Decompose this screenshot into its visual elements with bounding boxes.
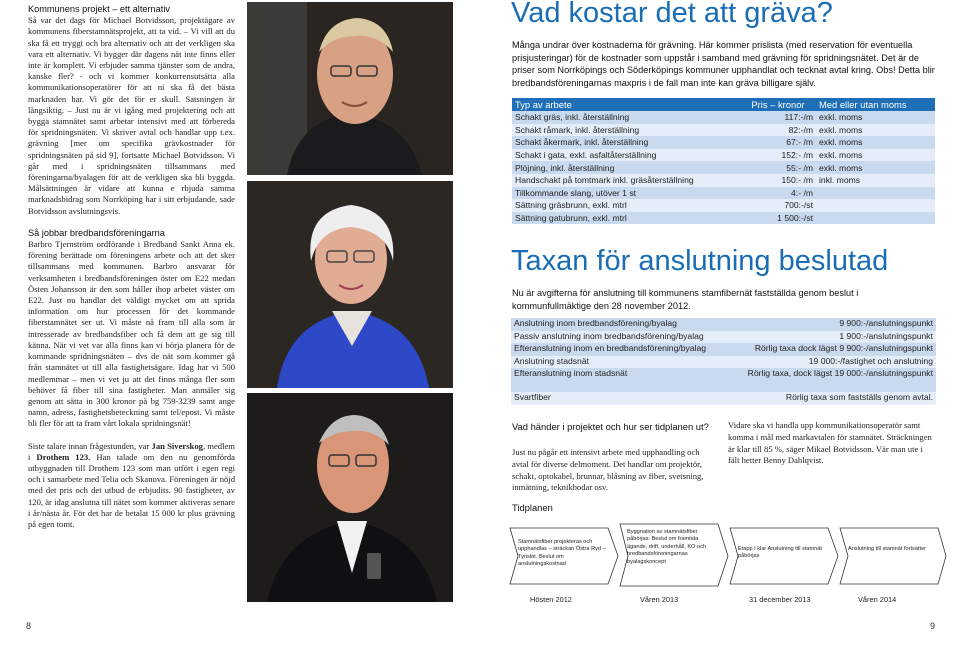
section-title-kommunens-projekt: Kommunens projekt – ett alternativ [28,4,170,14]
table-row [511,318,936,331]
photo-jan-siverskog [247,393,453,602]
price-type: Schakt åkermark, inkl. återställning [512,136,740,149]
timeline-date: Våren 2013 [640,595,679,604]
timeline-step-3: Etapp I klar Anslutning till stamnät påbörjas [738,546,822,560]
fee-value: 9 900:-/anslutningspunkt [732,318,936,331]
price-type: Sättning gräsbrunn, exkl. mtrl [512,199,740,212]
fee-value: Rörlig taxa, dock lägst 19 000:-/anslutningspunkt [732,368,936,392]
heading-taxa-anslutning: Taxan för anslutning beslutad [511,245,889,277]
price-col-header-price: Pris – kronor [740,98,816,111]
page-number-left: 8 [26,621,32,631]
timeline-step-1: Stamnätsfiber projekteras och upphandlas – sträckan Östra Ryd – Tyrislöt. Beslut om anslutningskostnad [518,539,606,568]
timeline-title: Tidplanen [512,502,553,513]
table-row [511,368,936,392]
price-value: 117:-/m [740,111,816,124]
timeline-step-arrow [840,528,946,584]
price-value: 67:- /m [740,136,816,149]
fee-value: 1 900:-/anslutningspunkt [732,331,936,344]
timeline-step-4: Anslutning till stamnät fortsätter [848,546,927,552]
fee-table [511,318,936,405]
price-type: Tillkommande slang, utöver 1 st [512,187,740,200]
price-value: 700:-/st [740,199,816,212]
fee-label: Anslutning inom bredbandsförening/byalag [511,318,732,331]
timeline-question-heading: Vad händer i projektet och hur ser tidplanen ut? [512,421,709,432]
price-col-header-vat: Med eller utan moms [816,98,935,111]
price-vat: exkl. moms [816,149,935,162]
fee-label: Passiv anslutning inom bredbandsförening/byalag [511,331,732,344]
section-body-drothem: Siste talare innan frågestunden, var Jan Siverskog, medlem i Drothem 123. Han talade om den nu genomförda utbyggnaden till Drothem 123 som man utfört i egen regi och i samarbete med Telia och Skanova. Föreningen är nöjd med det pris och det utbud de erbjudits. 90 fastigheter, av 120, är idag anslutna till nätet som kommer aktiveras senare i år/nästa år. För det har de betalat 15 000 kr plus grävning på egen tomt. [28,440,235,529]
price-vat [816,187,935,200]
left-text-column [28,4,235,530]
price-type: Schakt gräs, inkl. återställning [512,111,740,124]
intro-text: Många undrar över kostnaderna för grävning. Här kommer prislista (med reservation för eventuella prisjusteringar) för de kostnader som uppstår i samband med grävning för spridningsnätet. Det är de priser som Norrköpings och Söderköpings kommuner upphandlat och tecknat avtal kring. Obs! Detta blir bredbandsföreningarnas maxpris i de fall man inte kan gräva billigare själv. [512,40,935,89]
price-value: 82:-/m [740,124,816,137]
price-vat: exkl. moms [816,124,935,137]
fee-value: 19 000:-/fastighet och anslutning [732,356,936,369]
price-vat: exkl. moms [816,161,935,174]
price-vat: inkl. moms [816,174,935,187]
timeline-date: 31 december 2013 [749,595,811,604]
price-value: 150:- /m [740,174,816,187]
price-vat: exkl. moms [816,136,935,149]
timeline-question-body: Just nu pågår ett intensivt arbete med upphandling och avtal för diverse delmoment. Det handlar om projektör, schakt, optokabel, brunnar, blåsning av fiber, svetsning, inmätning, teknikbodar osv. [512,447,704,493]
heading-grava-kostnad: Vad kostar det att gräva? [511,0,833,29]
table-row [512,149,935,162]
table-row [512,161,935,174]
table-row [512,136,935,149]
price-col-header-type: Typ av arbete [512,98,740,111]
speaker-name-siverskog: Jan Siverskog [151,440,203,451]
timeline-date: Hösten 2012 [530,595,572,604]
price-value: 4:- /m [740,187,816,200]
table-row [512,212,935,225]
fee-value: Rörlig taxa som fastställs genom avtal. [732,392,936,405]
table-row [512,124,935,137]
fee-value: Rörlig taxa dock lägst 9 900:-/anslutningspunkt [732,343,936,356]
page-number-right: 9 [930,621,936,631]
price-vat [816,199,935,212]
table-row [512,111,935,124]
table-row [511,331,936,344]
fee-label: Efteranslutning inom en bredbandsförening/byalag [511,343,732,356]
price-vat [816,212,935,225]
price-vat: exkl. moms [816,111,935,124]
price-type: Schakt i gata, exkl. asfaltåterställning [512,149,740,162]
association-name-drothem: Drothem 123. [36,451,91,462]
price-table-header [512,98,935,111]
table-row [512,199,935,212]
fee-label: Anslutning stadsnät [511,356,732,369]
photo-barbro-tjernstrom [247,181,453,388]
fee-label: Efteranslutning inom stadsnät [511,368,732,392]
table-row [512,174,935,187]
price-type: Sättning gatubrunn, exkl. mtrl [512,212,740,225]
section-title-bredbandsforeningarna: Så jobbar bredbandsföreningarna [28,227,165,238]
price-type: Plöjning, inkl. återställning [512,161,740,174]
side-text: Vidare ska vi handla upp kommunikationsoperatör samt komma i mål med markavtalen för stamnätet. Sträckningen är klar till 85 %, säger Mikael Botvidsson. Vär man ute i fält hetter Benny Dahlqvist. [728,420,932,466]
price-type: Handschakt på tomtmark inkl. gräsåterställning [512,174,740,187]
price-value: 1 500:-/st [740,212,816,225]
section-body-kommunens-projekt: Så var det dags för Michael Botvidsson, projektägare av kommunens fiberstamnätsprojekt, att ta vid. – Vi vill att du ska få ett tryggt och bra alternativ och att det verkligen ska vara ett alternativ. Vi bygger där dagens nät inte finns eller inte är komplett. Vi erbjuder samma tjänster som de andra, kanske fler? - och vi kommer konkurrensutsätta alla kommunikationsoperatörer för att ni ska få det bästa marknaden har. Vi gör det för er skull. Satsningen är långsiktig. – Just nu är vi igång med projektering och att bygga stamnätet samt arbetar intensivt med att förbereda för spridningsnäten. Vi skriver avtal och handlar upp t.ex. grävning [mer om specifika grävkostnader för spridningsnäten på sid 9], fortsatte Michael Botvidsson. Vi går med i spridningsnäten tillsammans med föreningarna/byalagen för att de verkligen ska bli byggda. Målsättningen är vidare att kunna e rbjuda samma marknadsbidrag som Norrköping har i sitt erbjudande, sade Botvidsson avslutningsvis. [28,15,235,216]
price-type: Schakt råmark, inkl. återställning [512,124,740,137]
table-row [512,187,935,200]
section-body-bredbandsforeningarna: Barbro Tjernström ordförande i Bredband Sankt Anna ek. förening berättade om föreningens arbete och att det sker tillsammans med kommunen. Barbro ansvarar för verksamheten i bredbandsföreningen öster om E22 medan Östen Johansson är den som håller ihop arbetet väster om E22. Just nu handlar det väldigt mycket om att sprida information om hur processen för det kommande fiberstamnätet ser ut. Vi måste nå fram till alla som är intresserade av bredbandsfiber och få dem att ge sig till känna. När vi vet var alla finns kan vi börja planera för de kommande spridningsnäten – dvs de nät som kommer gå från stamnätet ut till alla fastighetsägare. Idag har vi 500 medlemmar – men vi vet ju att det finns många fler som behöver få fiber till sina fastigheter. Man anmäler sig genom att sätta in 300 kronor på bg 759-3239 samt ange namn, adress, fastighetsbeteckning samt tel/epost. Vi måste bli fler för att ta fram vårt lokala spridningsnät! [28,239,235,429]
table-row [511,343,936,356]
fee-label: Svartfiber [511,392,732,405]
decision-text: Nu är avgifterna för anslutning till kommunens stamfibernät fastställda genom beslut i kommunfullmäktige den 28 november 2012. [512,288,859,311]
timeline-date: Våren 2014 [858,595,897,604]
table-row [511,392,936,405]
price-table [512,98,935,224]
timeline-step-2: Byggnation av stamnätsfiber påbörjas. Beslut om framtida ägande, drift, underhåll, KO och bredbandsföreningarnas byalagskoncept [627,529,706,565]
price-value: 152:- /m [740,149,816,162]
table-row [511,356,936,369]
price-value: 55:- /m [740,161,816,174]
photo-michael-botvidsson [247,2,453,175]
